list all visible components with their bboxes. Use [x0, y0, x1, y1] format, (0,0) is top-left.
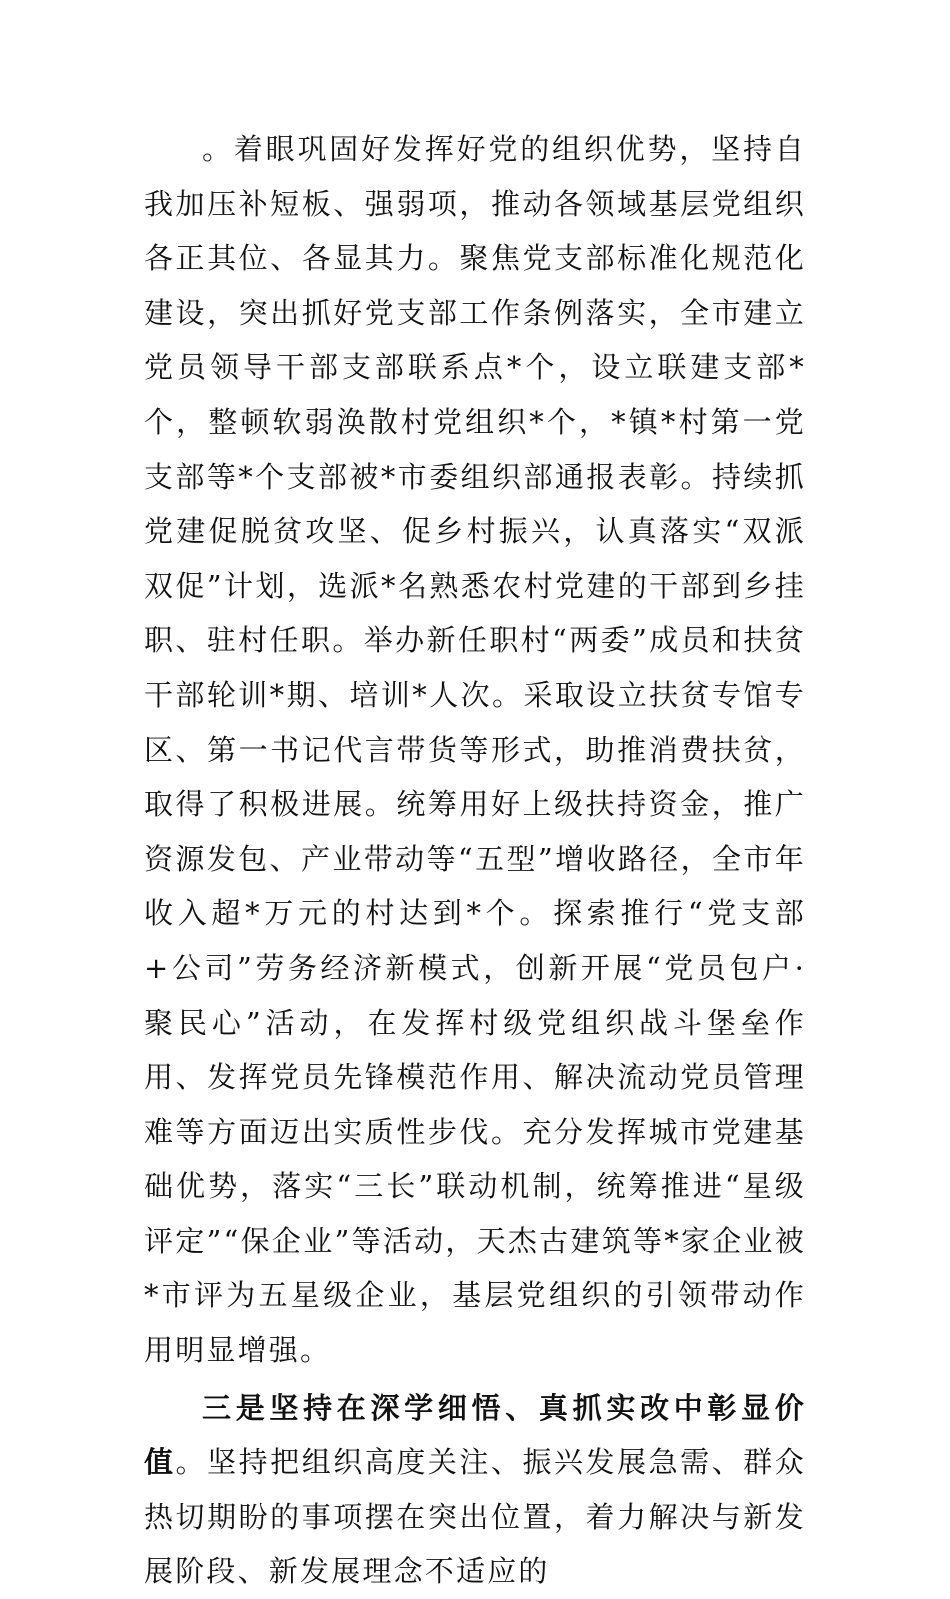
- paragraph-text: 。坚持把组织高度关注、振兴发展急需、群众热切期盼的事项摆在突出位置，着力解决与新发展阶段、新发展理念不适应的: [144, 1445, 806, 1589]
- paragraph-text: 。着眼巩固好发挥好党的组织优势，坚持自我加压补短板、强弱项，推动各领域基层党组织各正其位、各显其力。聚焦党支部标准化规范化建设，突出抓好党支部工作条例落实，全市建立党员领导干部支部联系点*个，设立联建支部*个，整顿软弱涣散村党组织*个，*镇*村第一党支部等*个支部被*市委组织部通报表彰。持续抓党建促脱贫攻坚、促乡村振兴，认真落实“双派双促”计划，选派*名熟悉农村党建的干部到乡挂职、驻村任职。举办新任职村“两委”成员和扶贫干部轮训*期、培训*人次。采取设立扶贫专馆专区、第一书记代言带货等形式，助推消费扶贫，取得了积极进展。统筹用好上级扶持资金，推广资源发包、产业带动等“五型”增收路径，全市年收入超*万元的村达到*个。探索推行“党支部+公司”劳务经济新模式，创新开展“党员包户·聚民心”活动，在发挥村级党组织战斗堡垒作用、发挥党员先锋模范作用、解决流动党员管理难等方面迈出实质性步伐。充分发挥城市党建基础优势，落实“三长”联动机制，统筹推进“星级评定”“保企业”等活动，天杰古建筑等*家企业被*市评为五星级企业，基层党组织的引领带动作用明显增强。: [144, 132, 806, 1368]
- paragraph-point-three: [144, 1381, 806, 1599]
- paragraph-organization-advantage: [144, 122, 806, 1378]
- paragraph-lead-heading: 三是坚持在深学细悟、真抓实改中彰显价值: [144, 1390, 806, 1480]
- document-body: [144, 122, 806, 1599]
